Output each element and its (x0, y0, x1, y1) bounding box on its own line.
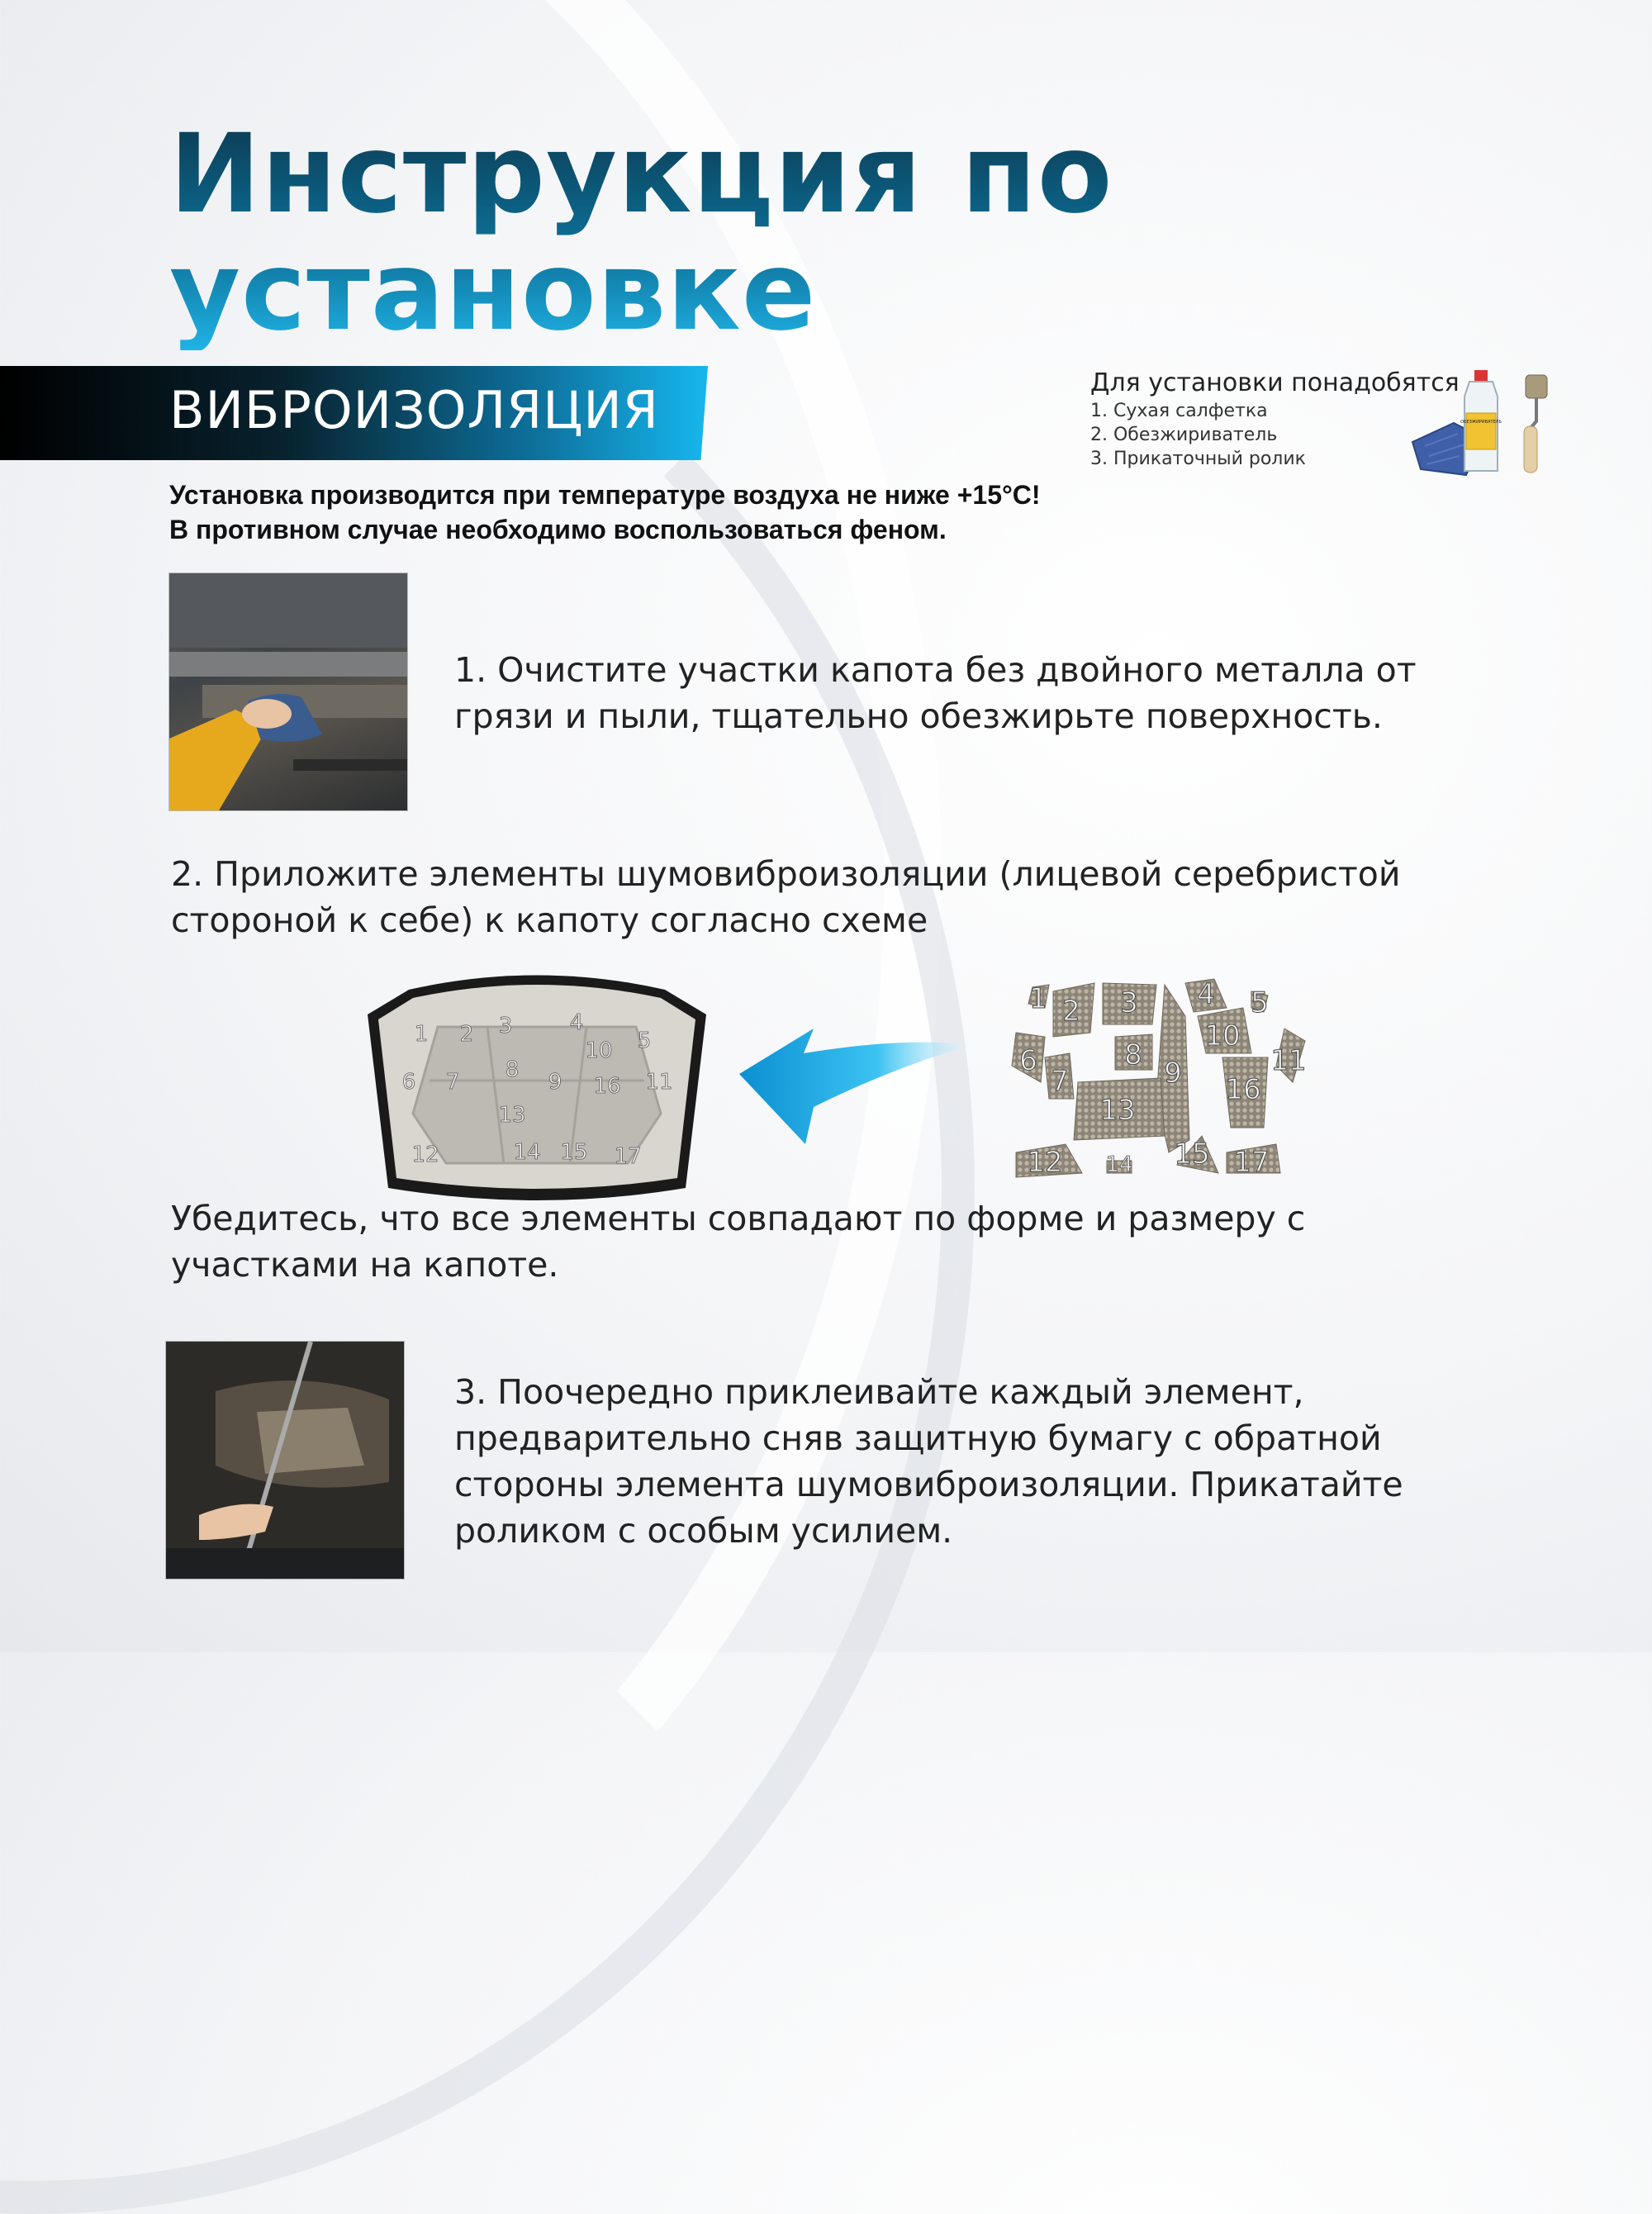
scheme-piece-number: 9 (1164, 1057, 1182, 1090)
scheme-piece-number: 5 (1251, 986, 1269, 1019)
bottle-label: ОБЕЗЖИРИВАТЕЛЬ (1460, 420, 1502, 425)
required-tools-list (1090, 399, 1460, 471)
hood-piece-number: 2 (459, 1022, 474, 1047)
scheme-piece-number: 4 (1197, 978, 1215, 1011)
step-line: 2. Приложите элементы шумовиброизоляции (лицевой серебристой (171, 854, 1401, 894)
scheme-piece-number: 13 (1099, 1094, 1136, 1127)
hood-piece-number: 4 (569, 1010, 584, 1035)
page-title (169, 111, 1113, 355)
scheme-piece-number: 1 (1029, 982, 1047, 1015)
scheme-piece-number: 11 (1270, 1044, 1307, 1077)
apply-arrow-icon (739, 1029, 995, 1144)
hood-piece-number: 12 (411, 1143, 439, 1167)
step-line: 1. Очистите участки капота без двойного металла от (454, 650, 1417, 690)
section-label: ВИБРОИЗОЛЯЦИЯ (169, 380, 659, 440)
step1-text (454, 647, 1417, 739)
step-line: грязи и пыли, тщательно обезжирьте поверхность. (454, 696, 1383, 736)
step3-text (454, 1369, 1403, 1554)
page-title-line: установке (169, 228, 817, 355)
step-line: участками на капоте. (171, 1245, 559, 1285)
page-title-line: Инструкция по (169, 111, 1113, 238)
hood-piece-number: 1 (414, 1022, 429, 1047)
insulation-pieces-scheme (1004, 975, 1400, 1198)
hood-piece-number: 3 (498, 1014, 513, 1038)
step2-note-text (171, 1195, 1305, 1288)
scheme-piece-number: 12 (1027, 1146, 1063, 1179)
scheme-piece-number: 3 (1120, 986, 1138, 1019)
hood-piece-number: 6 (401, 1070, 416, 1095)
step-line: предварительно сняв защитную бумагу с обратной (454, 1418, 1382, 1458)
required-tools (1090, 368, 1460, 471)
step3-photo (165, 1341, 405, 1580)
scheme-piece-number: 14 (1105, 1152, 1133, 1177)
required-tools-title: Для установки понадобятся (1090, 368, 1460, 397)
scheme-piece-number: 17 (1233, 1146, 1270, 1179)
hood-diagram (363, 965, 710, 1204)
scheme-piece-number: 7 (1051, 1065, 1069, 1098)
step-line: 3. Поочередно приклеивайте каждый элемент, (454, 1372, 1304, 1412)
scheme-piece-number: 8 (1124, 1038, 1142, 1071)
list-item: 3. Прикаточный ролик (1090, 449, 1306, 469)
hood-piece-number: 11 (645, 1070, 673, 1095)
warning-line: В противном случае необходимо воспользоваться феном. (169, 515, 947, 544)
hood-piece-number: 9 (548, 1070, 563, 1095)
step2-text (171, 851, 1401, 943)
hood-piece-number: 5 (637, 1029, 652, 1053)
hood-piece-number: 16 (593, 1074, 621, 1099)
hood-piece-number: 17 (614, 1144, 642, 1169)
list-item: 2. Обезжириватель (1090, 425, 1278, 445)
hood-piece-number: 14 (513, 1140, 541, 1165)
step-line: Убедитесь, что все элементы совпадают по форме и размеру с (171, 1199, 1306, 1238)
scheme-piece-number: 15 (1174, 1138, 1210, 1171)
hood-piece-number: 10 (585, 1038, 613, 1063)
step-line: стороной к себе) к капоту согласно схеме (171, 900, 928, 940)
list-item: 1. Сухая салфетка (1090, 401, 1268, 421)
step1-photo (169, 573, 408, 811)
temperature-warning (169, 477, 1041, 547)
hood-piece-number: 15 (560, 1140, 588, 1165)
scheme-piece-number: 16 (1225, 1073, 1261, 1106)
scheme-piece-number: 10 (1204, 1019, 1241, 1052)
scheme-piece-number: 2 (1062, 995, 1080, 1028)
tools-image (1408, 363, 1557, 479)
step-line: стороны элемента шумовиброизоляции. Прикатайте (454, 1465, 1403, 1504)
step-line: роликом с особым усилием. (454, 1511, 953, 1551)
scheme-piece-number: 6 (1019, 1044, 1037, 1077)
hood-piece-number: 7 (445, 1070, 460, 1095)
warning-line: Установка производится при температуре воздуха не ниже +15°С! (169, 480, 1041, 510)
hood-piece-number: 13 (498, 1103, 526, 1128)
hood-piece-number: 8 (505, 1057, 520, 1082)
